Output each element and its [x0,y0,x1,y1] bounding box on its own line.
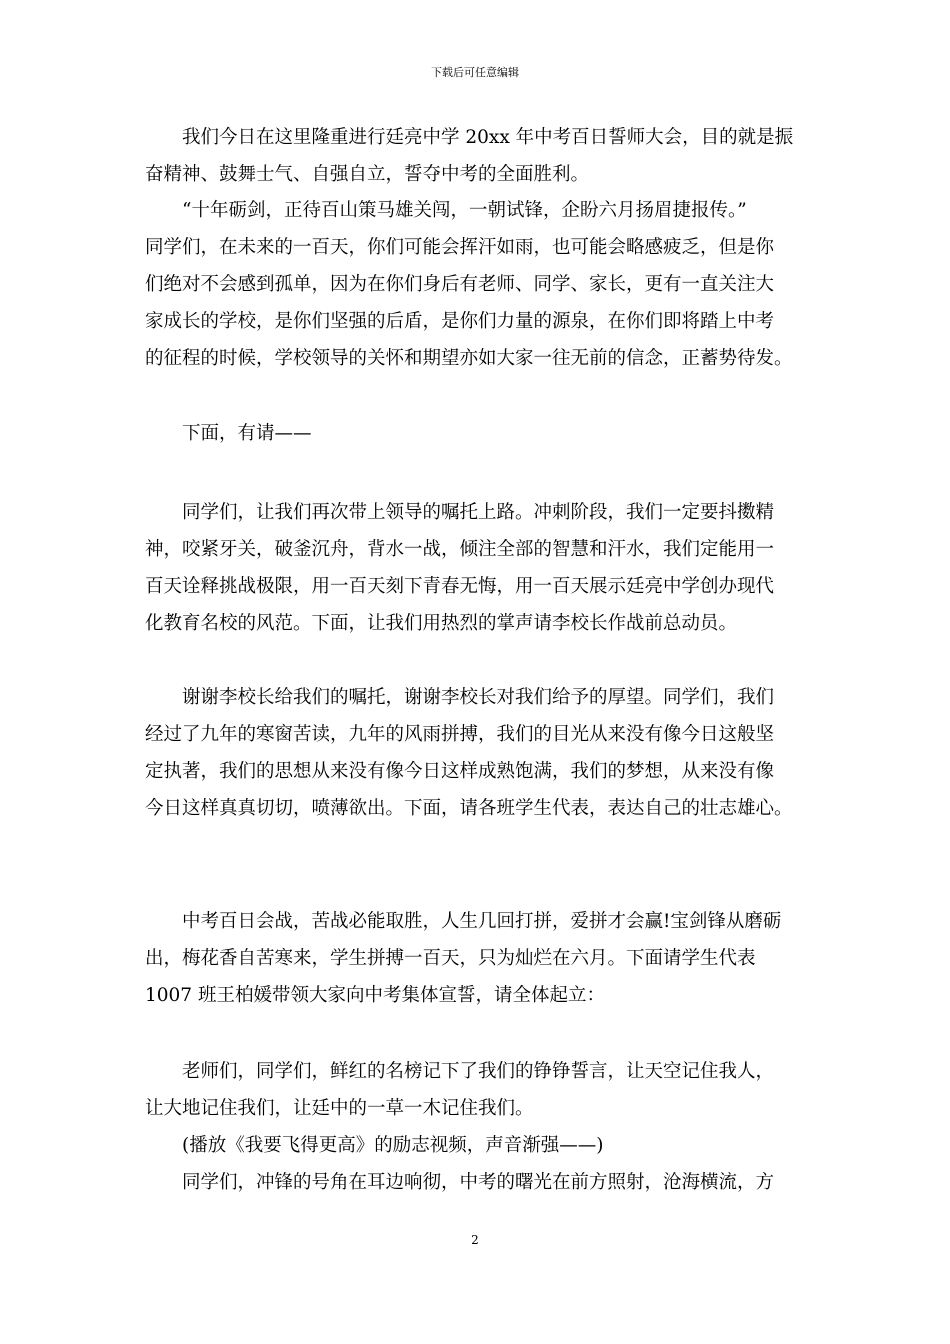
text-line: 百天诠释挑战极限，用一百天刻下青春无悔，用一百天展示廷亮中学创办现代 [145,576,775,597]
text-line: 今日这样真真切切，喷薄欲出。下面，请各班学生代表，表达自己的壮志雄心。 [145,798,793,819]
text-line: 们绝对不会感到孤单，因为在你们身后有老师、同学、家长，更有一直关注大 [145,274,775,295]
text-line: 同学们，让我们再次带上领导的嘱托上路。冲刺阶段，我们一定要抖擞精 [182,502,775,523]
text-line: 化教育名校的风范。下面，让我们用热烈的掌声请李校长作战前总动员。 [145,613,738,634]
text-line: 老师们，同学们，鲜红的名榜记下了我们的铮铮誓言，让天空记住我人， [182,1061,775,1082]
text-line: 神，咬紧牙关，破釜沉舟，背水一战，倾注全部的智慧和汗水，我们定能用一 [145,539,775,560]
text-line: 让大地记住我们，让廷中的一草一木记住我们。 [145,1098,534,1119]
text-line: 谢谢李校长给我们的嘱托，谢谢李校长对我们给予的厚望。同学们，我们 [182,687,775,708]
page-header: 下载后可任意编辑 [431,66,519,79]
text-line: 我们今日在这里隆重进行廷亮中学 20xx 年中考百日誓师大会，目的就是振 [182,127,794,148]
text-line: (播放《我要飞得更高》的励志视频，声音渐强——) [182,1135,604,1156]
text-line: 经过了九年的寒窗苦读，九年的风雨拼搏，我们的目光从来没有像今日这般坚 [145,724,775,745]
text-line: 家成长的学校，是你们坚强的后盾，是你们力量的源泉，在你们即将踏上中考 [145,311,775,332]
text-line: 同学们，在未来的一百天，你们可能会挥汗如雨，也可能会略感疲乏，但是你 [145,237,775,258]
text-line: “十年砺剑，正待百山策马雄关闯，一朝试锋，企盼六月扬眉捷报传。” [182,200,747,221]
text-line: 定执著，我们的思想从来没有像今日这样成熟饱满，我们的梦想，从来没有像 [145,761,775,782]
text-line: 中考百日会战，苦战必能取胜，人生几回打拼，爱拼才会赢!宝剑锋从磨砺 [182,911,782,932]
page-number: 2 [471,1233,479,1247]
text-line: 奋精神、鼓舞士气、自强自立，誓夺中考的全面胜利。 [145,164,590,185]
text-line: 1007 班王柏媛带领大家向中考集体宣誓，请全体起立： [145,985,605,1006]
text-line: 下面，有请—— [182,423,312,444]
text-line: 同学们，冲锋的号角在耳边响彻，中考的曙光在前方照射，沧海横流，方 [182,1172,775,1193]
text-line: 出，梅花香自苦寒来，学生拼搏一百天，只为灿烂在六月。下面请学生代表 [145,948,756,969]
text-line: 的征程的时候，学校领导的关怀和期望亦如大家一往无前的信念，正蓄势待发。 [145,348,793,369]
